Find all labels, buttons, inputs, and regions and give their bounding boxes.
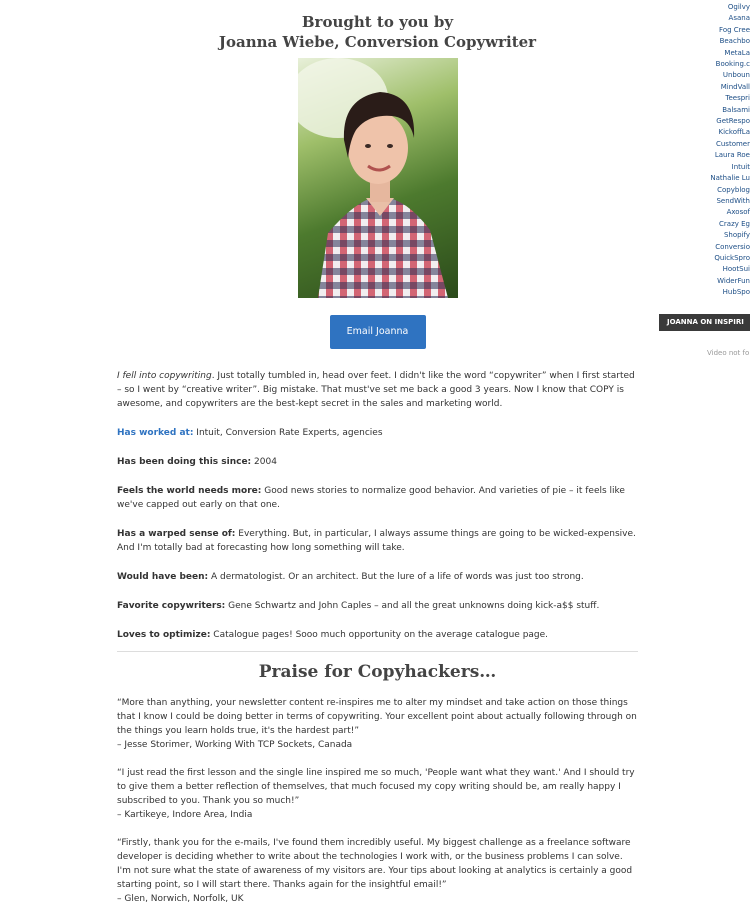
bio-worked-at-label[interactable]: Has worked at: <box>117 428 194 438</box>
testimonial <box>117 696 638 752</box>
bio-world-needs <box>117 484 638 512</box>
bio-favorite-copywriters <box>117 599 638 613</box>
bio-loves-optimize-text: Catalogue pages! Sooo much opportunity on the average catalogue page. <box>210 630 549 640</box>
bio-warped-sense-label: Has a warped sense of: <box>117 529 236 539</box>
bio-favorite-copywriters-label: Favorite copywriters: <box>117 601 226 611</box>
bio-world-needs-text: Good news stories to normalize good behavior. And varieties of pie – it feels like we've capped out early on that one. <box>117 486 625 510</box>
video-notice: Video not fo <box>707 349 750 357</box>
client-link[interactable]: Laura Roe <box>714 151 750 160</box>
bio-warped-sense-text: Everything. But, in particular, I always assume things are going to be wicked-expensive. And I'm totally bad at forecasting how long something will take. <box>117 529 636 553</box>
bio-would-have-been-label: Would have been: <box>117 572 209 582</box>
bio-intro <box>117 369 638 411</box>
cta-wrap <box>117 315 638 349</box>
testimonial-author: – Kartikeye, Indore Area, India <box>117 810 253 820</box>
bio-intro-italic: I fell into copywriting <box>117 371 212 381</box>
client-link[interactable]: Booking.c <box>715 60 750 69</box>
section-divider <box>117 651 638 652</box>
email-joanna-button[interactable]: Email Joanna <box>330 315 426 349</box>
testimonial <box>117 836 638 906</box>
client-link[interactable]: WiderFun <box>717 276 750 285</box>
client-link[interactable]: Axosof <box>726 208 750 217</box>
bio-loves-optimize <box>117 628 638 642</box>
client-link[interactable]: HootSui <box>722 265 750 274</box>
client-link[interactable]: Crazy Eg <box>719 219 750 228</box>
testimonial-author: – Glen, Norwich, Norfolk, UK <box>117 894 244 904</box>
bio-since <box>117 455 638 469</box>
praise-title: Praise for Copyhackers… <box>258 662 497 682</box>
client-link[interactable]: Conversio <box>715 242 750 251</box>
testimonial-text: “Firstly, thank you for the e-mails, I've found them incredibly useful. My biggest challenge as a freelance software developer is deciding whether to write about the technologies I work with, or the business problems I can solve. I'm not sure what the state of awareness of my visitors are. Your tips about looking at analytics is certainly a good starting point, so I will start there. Thanks again for the insightful email!” <box>117 838 633 890</box>
client-link[interactable]: QuickSpro <box>714 253 750 262</box>
client-link[interactable]: Asana <box>728 14 750 23</box>
client-link[interactable]: Intuit <box>731 162 750 171</box>
bio-loves-optimize-label: Loves to optimize: <box>117 630 211 640</box>
client-link[interactable]: Teespri <box>725 94 750 103</box>
testimonial-text: “I just read the first lesson and the single line inspired me so much, 'People want what they want.' And I should try to give them a better reflection of themselves, that much focused my copy writing should be, am really happy I subscribed to you. Thank you so much!” <box>117 768 635 806</box>
client-link[interactable]: Ogilvy <box>727 3 750 11</box>
client-link[interactable]: Fog Cree <box>719 25 750 34</box>
client-link[interactable]: Nathalie Lu <box>710 174 750 183</box>
bio-worked-at <box>117 426 638 440</box>
main-content <box>117 0 638 920</box>
bio-favorite-copywriters-text: Gene Schwartz and John Caples – and all the great unknowns doing kick-a$$ stuff. <box>225 601 600 611</box>
client-link[interactable]: KickoffLa <box>718 128 750 137</box>
client-link[interactable]: Unboun <box>722 71 750 80</box>
testimonial <box>117 766 638 822</box>
client-list <box>702 2 750 299</box>
client-link[interactable]: SendWith <box>716 196 750 205</box>
client-link[interactable]: HubSpo <box>722 288 750 297</box>
client-link[interactable]: MindVall <box>720 82 750 91</box>
client-link[interactable]: Balsami <box>722 105 750 114</box>
bio-since-text: 2004 <box>251 457 277 467</box>
client-link[interactable]: Customer <box>715 139 750 148</box>
bio-since-label: Has been doing this since: <box>117 457 252 467</box>
testimonial-author: – Jesse Storimer, Working With TCP Sockets, Canada <box>117 740 353 750</box>
sidebar-section-header: JOANNA ON INSPIRI <box>659 314 750 331</box>
portrait-illustration <box>298 58 458 298</box>
byline-line2: Joanna Wiebe, Conversion Copywriter <box>218 33 537 51</box>
bio-intro-text: . Just totally tumbled in, head over feet. I didn't like the word “copywriter” when I first started – so I went by “creative writer”. Big mistake. That must've set me back a good 3 years. Now I know that COPY is awesome, and copywriters are the best-kept secret in the sales and marketing world. <box>117 371 635 409</box>
bio-world-needs-label: Feels the world needs more: <box>117 486 262 496</box>
client-link[interactable]: GetRespo <box>716 117 750 126</box>
client-link[interactable]: MetaLa <box>724 48 750 57</box>
client-link[interactable]: Copyblog <box>717 185 750 194</box>
byline-line1: Brought to you by <box>301 13 454 31</box>
bio-worked-at-text: Intuit, Conversion Rate Experts, agencies <box>193 428 383 438</box>
bio-section <box>117 369 638 642</box>
client-link[interactable]: Beachbo <box>719 37 750 46</box>
bio-would-have-been-text: A dermatologist. Or an architect. But the lure of a life of words was just too strong. <box>208 572 584 582</box>
bio-would-have-been <box>117 570 638 584</box>
byline-heading <box>117 12 638 52</box>
bio-warped-sense <box>117 527 638 555</box>
testimonial-text: “More than anything, your newsletter content re-inspires me to alter my mindset and take action on those things that I know I could be doing better in terms of copywriting. Your excellent point about actually following through on the things you learn holds true, it's the hardest part!” <box>117 698 637 736</box>
client-link[interactable]: Shopify <box>723 231 750 240</box>
author-photo <box>298 58 458 298</box>
